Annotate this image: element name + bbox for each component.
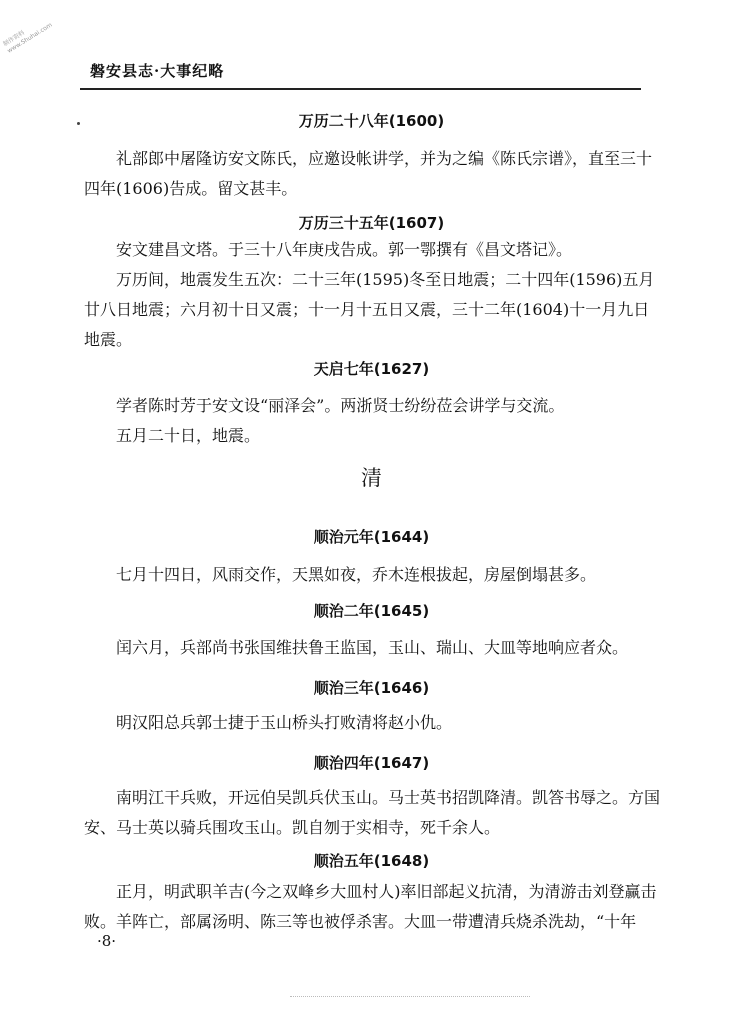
- paragraph: 五月二十日，地震。: [116, 426, 261, 445]
- page-number: ·8·: [97, 932, 117, 950]
- dynasty-heading: 清: [361, 466, 382, 490]
- header-rule: [80, 88, 641, 90]
- year-heading: 顺治元年(1644): [313, 528, 430, 546]
- paragraph: 正月，明武职羊吉(今之双峰乡大皿村人)率旧部起义抗清，为清游击刘登赢击败。羊阵亡，部属汤明、陈三等也被俘杀害。大皿一带遭清兵烧杀洗劫，“十年: [84, 882, 657, 931]
- paragraph: 礼部郎中屠隆访安文陈氏，应邀设帐讲学，并为之编《陈氏宗谱》，直至三十四年(1606)告成。留文甚丰。: [84, 149, 653, 198]
- paragraph: 闰六月，兵部尚书张国维扶鲁王监国，玉山、瑞山、大皿等地响应者众。: [116, 638, 629, 657]
- year-heading: 顺治二年(1645): [313, 602, 430, 620]
- paragraph: 七月十四日，风雨交作，天黑如夜，乔木连根拔起，房屋倒塌甚多。: [116, 565, 597, 584]
- scan-specks: [290, 996, 530, 999]
- year-heading: 顺治三年(1646): [313, 679, 430, 697]
- year-heading: 万历三十五年(1607): [298, 214, 445, 232]
- paragraph: 南明江干兵败，开远伯吴凯兵伏玉山。马士英书招凯降清。凯答书辱之。方国安、马士英以骑兵围攻玉山。凯自刎于实相寺，死千余人。: [84, 788, 661, 837]
- running-head: 磐安县志·大事纪略: [90, 62, 225, 80]
- year-heading: 天启七年(1627): [313, 360, 430, 378]
- paragraph: 安文建昌文塔。于三十八年庚戌告成。郭一鄂撰有《昌文塔记》。: [116, 240, 573, 259]
- paragraph: 明汉阳总兵郭士捷于玉山桥头打败清将赵小仇。: [116, 713, 453, 732]
- watermark: 制作资料 www.Shuhai.com: [2, 21, 54, 55]
- paragraph: 万历间，地震发生五次：二十三年(1595)冬至日地震；二十四年(1596)五月廿八日地震；六月初十日又震；十一月十五日又震，三十二年(1604)十一月九日地震。: [84, 270, 655, 349]
- paragraph: 学者陈时芳于安文设“丽泽会”。两浙贤士纷纷莅会讲学与交流。: [116, 396, 565, 415]
- year-heading: 顺治四年(1647): [313, 754, 430, 772]
- year-heading: 万历二十八年(1600): [298, 112, 445, 130]
- year-heading: 顺治五年(1648): [313, 852, 430, 870]
